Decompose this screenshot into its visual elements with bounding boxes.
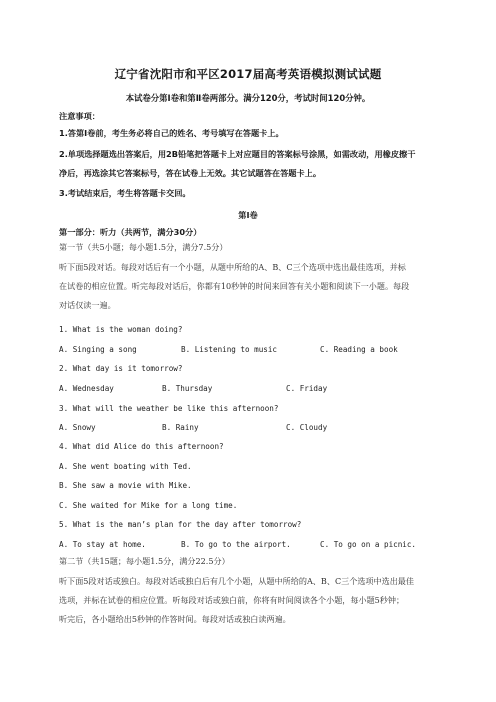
option-c: C. Reading a book: [320, 345, 398, 354]
notice-item: 1.答第Ⅰ卷前，考生务必将自己的姓名、考号填写在答题卡上。: [59, 128, 284, 138]
question-text: 3. What will the weather be like this afternoon?: [59, 404, 279, 413]
section2-instruction: 选项，并标在试卷的相应位置。听每段对话或独白前，你将有时间阅读各个小题，每小题5秒钟；: [59, 595, 405, 605]
exam-subtitle: 本试卷分第Ⅰ卷和第Ⅱ卷两部分。满分120分，考试时间120分钟。: [125, 93, 371, 103]
volume-heading: 第Ⅰ卷: [238, 210, 258, 220]
option-b: B. Listening to music: [181, 345, 278, 354]
option-b: B. She saw a movie with Mike.: [59, 481, 192, 490]
option-a: A. To stay at home.: [59, 540, 146, 549]
page-title: 辽宁省沈阳市和平区2017届高考英语模拟测试试题: [114, 67, 382, 81]
question-text: 1. What is the woman doing?: [59, 325, 183, 334]
option-c: C. To go on a picnic.: [320, 540, 417, 549]
option-a: A. Singing a song: [59, 345, 137, 354]
option-c: C. Friday: [286, 384, 328, 393]
section1-heading: 第一节（共5小题；每小题1.5分，满分7.5分）: [59, 242, 228, 252]
notice-item: 3.考试结束后，考生将答题卡交回。: [59, 188, 191, 198]
notice-item: 2.单项选择题选出答案后，用2B铅笔把答题卡上对应题目的答案标号涂黑，如需改动，用橡皮擦干: [59, 149, 416, 159]
option-row: [59, 423, 449, 435]
question-text: 4. What did Alice do this afternoon?: [59, 442, 224, 451]
option-a: A. She went boating with Ted.: [59, 462, 192, 471]
section1-instruction: 听下面5段对话。每段对话后有一个小题，从题中所给的A、B、C三个选项中选出最佳选项，并标: [59, 262, 406, 272]
option-b: B. To go to the airport.: [181, 540, 291, 549]
notice-item: 净后，再选涂其它答案标号，答在试卷上无效。其它试题答在答题卡上。: [59, 168, 322, 178]
option-b: B. Thursday: [162, 384, 213, 393]
option-c: C. Cloudy: [286, 423, 328, 432]
notice-heading: 注意事项：: [59, 111, 100, 121]
option-c: C. She waited for Mike for a long time.: [59, 501, 238, 510]
section2-instruction: 听完后，各小题给出5秒钟的作答时间。每段对话或独白读两遍。: [59, 614, 291, 624]
option-row: [59, 540, 449, 552]
option-row: [59, 384, 449, 396]
section1-instruction: 在试卷的相应位置。听完每段对话后，你都有10秒钟的时间来回答有关小题和阅读下一小题。每段: [59, 281, 410, 291]
section1-instruction: 对话仅读一遍。: [59, 300, 116, 310]
part1-heading: 第一部分：听力（共两节，满分30分）: [59, 227, 202, 237]
section2-instruction: 听下面5段对话或独白。每段对话或独白后有几个小题，从题中所给的A、B、C三个选项中选出最佳: [59, 576, 414, 586]
question-text: 2. What day is it tomorrow?: [59, 364, 183, 373]
question-text: 5. What is the man’s plan for the day after tomorrow?: [59, 520, 302, 529]
option-b: B. Rainy: [162, 423, 199, 432]
option-row: [59, 345, 449, 357]
option-a: A. Wednesday: [59, 384, 114, 393]
option-a: A. Snowy: [59, 423, 96, 432]
section2-heading: 第二节（共15题；每小题1.5分，满分22.5分）: [59, 556, 230, 566]
